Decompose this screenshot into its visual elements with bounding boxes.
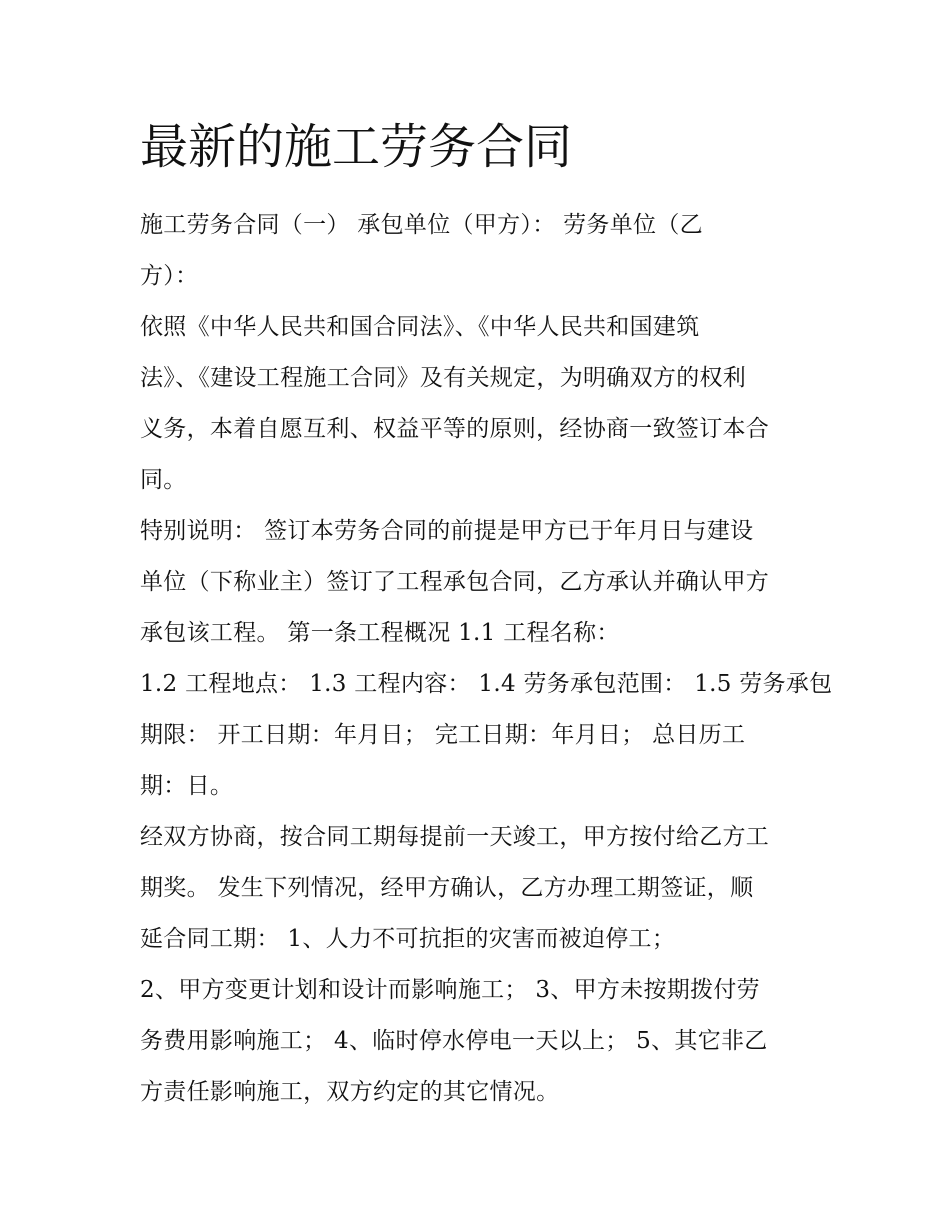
body-line: 经双方协商，按合同工期每提前一天竣工，甲方按付给乙方工 [140,824,770,850]
body-line: 务费用影响施工； 4、临时停水停电一天以上； 5、其它非乙 [140,1028,768,1054]
body-line: 承包该工程。 第一条工程概况 1.1 工程名称： [140,620,620,646]
document-body [140,200,833,1118]
body-line: 特别说明： 签订本劳务合同的前提是甲方已于年月日与建设 [140,518,754,544]
body-line: 法》、《建设工程施工合同》及有关规定，为明确双方的权利 [140,365,747,391]
body-line: 依照《中华人民共和国合同法》、《中华人民共和国建筑 [140,314,700,340]
body-line: 施工劳务合同（一） 承包单位（甲方）： 劳务单位（乙 [140,212,703,238]
body-line: 1.2 工程地点： 1.3 工程内容： 1.4 劳务承包范围： 1.5 劳务承包 [140,671,833,697]
body-line: 2、甲方变更计划和设计而影响施工； 3、甲方未按期拨付劳 [140,977,760,1003]
body-line: 单位（下称业主）签订了工程承包合同，乙方承认并确认甲方 [140,569,770,595]
body-line: 方责任影响施工，双方约定的其它情况。 [140,1079,560,1105]
body-line: 期限： 开工日期：年月日； 完工日期：年月日； 总日历工 [140,722,746,748]
body-line: 同。 [140,467,187,493]
document-title: 最新的施工劳务合同 [140,119,573,175]
body-line: 方）： [140,263,199,289]
body-line: 期奖。 发生下列情况，经甲方确认，乙方办理工期签证，顺 [140,875,754,901]
body-line: 延合同工期： 1、人力不可抗拒的灾害而被迫停工； [140,926,676,952]
body-line: 义务，本着自愿互利、权益平等的原则，经协商一致签订本合 [140,416,770,442]
body-line: 期：日。 [140,773,234,799]
